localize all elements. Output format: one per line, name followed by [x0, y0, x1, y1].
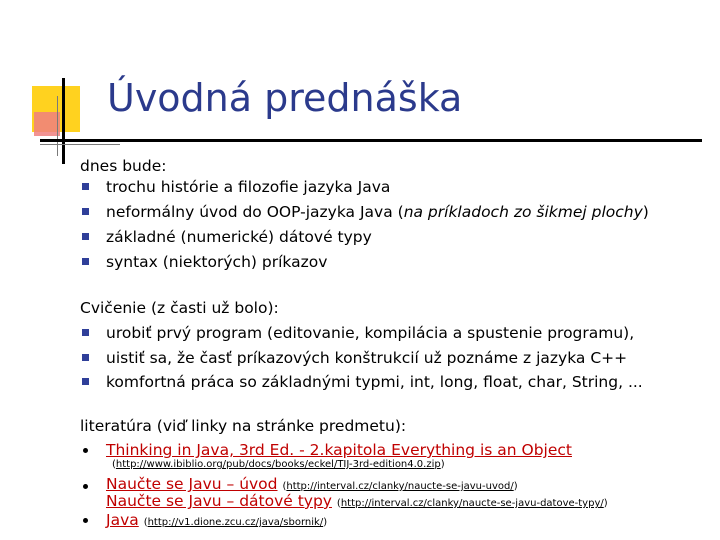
section2-item: komfortná práca so základnými typmi, int, long, float, char, String, ...: [106, 373, 643, 391]
square-bullet-icon: [82, 208, 89, 215]
url-naucte-uvod: (http://interval.cz/clanky/naucte-se-javu-uvod/): [282, 481, 518, 492]
decor-vertical-thin-line: [57, 96, 58, 156]
section3-heading: literatúra (viď linky na stránke predmetu):: [80, 417, 407, 435]
decor-vertical-line: [62, 78, 65, 164]
square-bullet-icon: [82, 233, 89, 240]
section2-item: uistiť sa, že časť príkazových konštrukcií už poznáme z jazyka C++: [106, 349, 628, 367]
section1-item: syntax (niektorých) príkazov: [106, 253, 328, 271]
link-naucte-datove-typy[interactable]: Naučte se Javu – dátové typy: [106, 492, 332, 510]
list-item: [106, 510, 327, 533]
decor-horizontal-thin-line: [40, 144, 120, 145]
square-bullet-icon: [82, 329, 89, 336]
round-bullet-icon: [83, 484, 88, 489]
link-naucte-uvod[interactable]: Naučte se Javu – úvod: [106, 475, 278, 493]
section1-item-italic: na príkladoch zo šikmej plochy: [403, 203, 643, 221]
section2-item: urobiť prvý program (editovanie, kompilácia a spustenie programu),: [106, 324, 635, 342]
url-java-sbornik: (http://v1.dione.zcu.cz/java/sbornik/): [143, 517, 328, 528]
square-bullet-icon: [82, 378, 89, 385]
square-bullet-icon: [82, 183, 89, 190]
decor-horizontal-line: [40, 139, 702, 142]
slide-title: Úvodná prednáška: [107, 76, 463, 120]
link-java-sbornik[interactable]: Java: [106, 511, 139, 529]
round-bullet-icon: [83, 518, 88, 523]
section1-heading: dnes bude:: [80, 157, 167, 175]
square-bullet-icon: [82, 354, 89, 361]
section1-item: základné (numerické) dátové typy: [106, 228, 372, 246]
round-bullet-icon: [83, 448, 88, 453]
section1-item: neformálny úvod do OOP-jazyka Java (na príkladoch zo šikmej plochy): [106, 203, 649, 221]
link-thinking-in-java[interactable]: Thinking in Java, 3rd Ed. - 2.kapitola Everything is an Object: [106, 441, 572, 459]
square-bullet-icon: [82, 258, 89, 265]
section1-item: trochu histórie a filozofie jazyka Java: [106, 178, 391, 196]
url-thinking-in-java: (http://www.ibiblio.org/pub/docs/books/eckel/TIJ-3rd-edition4.0.zip): [112, 459, 445, 470]
section2-heading: Cvičenie (z časti už bolo):: [80, 299, 279, 317]
url-naucte-datove-typy: (http://interval.cz/clanky/naucte-se-javu-datove-typy/): [336, 498, 608, 509]
